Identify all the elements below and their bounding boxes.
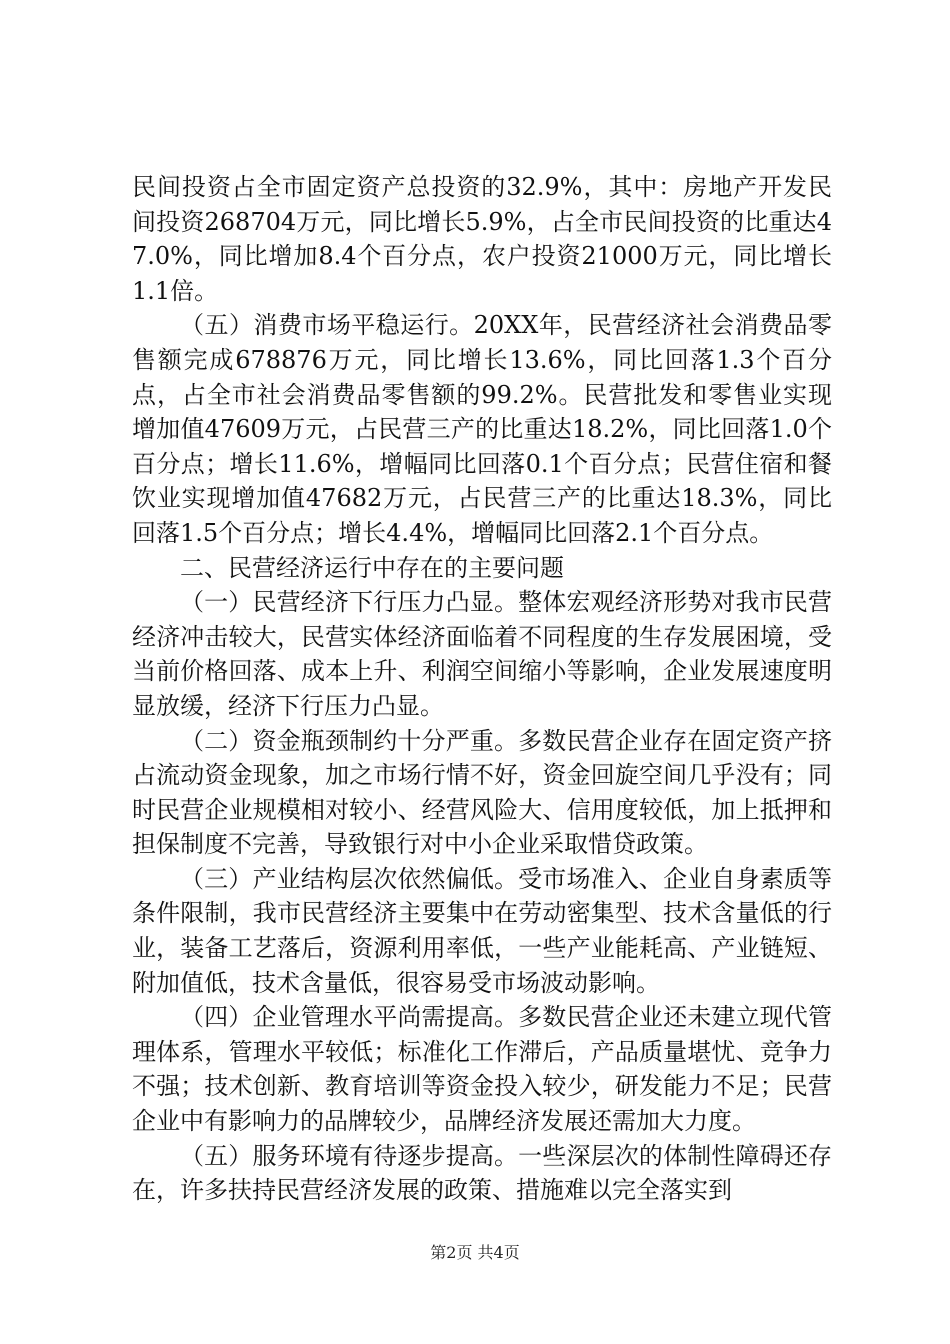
page-number-footer: 第2页 共4页 — [430, 1243, 520, 1262]
paragraph-service-environment: （五）服务环境有待逐步提高。一些深层次的体制性障碍还存在，许多扶持民营经济发展的政策、措施难以完全落实到 — [132, 1141, 832, 1205]
paragraph-industrial-structure: （三）产业结构层次依然偏低。受市场准入、企业自身素质等条件限制，我市民营经济主要集中在劳动密集型、技术含量低的行业，装备工艺落后，资源利用率低，一些产业能耗高、产业链短、附加值低，技术含量低，很容易受市场波动影响。 — [132, 864, 832, 997]
paragraph-management-level: （四）企业管理水平尚需提高。多数民营企业还未建立现代管理体系，管理水平较低；标准化工作滞后，产品质量堪忧、竞争力不强；技术创新、教育培训等资金投入较少，研发能力不足；民营企业中有影响力的品牌较少，品牌经济发展还需加大力度。 — [132, 1003, 832, 1136]
paragraph-consumer-market: （五）消费市场平稳运行。20XX年，民营经济社会消费品零售额完成678876万元，同比增长13.6%，同比回落1.3个百分点，占全市社会消费品零售额的99.2%。民营批发和零售业实现增加值47609万元，占民营三产的比重达18.2%，同比回落1.0个百分点；增长11.6%，增幅同比回落0.1个百分点；民营住宿和餐饮业实现增加值47682万元，占民营三产的比重达18.3%，同比回落1.5个百分点；增长4.4%，增幅同比回落2.1个百分点。 — [132, 311, 832, 547]
section-heading-main-problems: 二、民营经济运行中存在的主要问题 — [180, 553, 564, 582]
paragraph-funding-bottleneck: （二）资金瓶颈制约十分严重。多数民营企业存在固定资产挤占流动资金现象，加之市场行情不好，资金回旋空间几乎没有；同时民营企业规模相对较小、经营风险大、信用度较低，加上抵押和担保制度不完善，导致银行对中小企业采取惜贷政策。 — [132, 726, 832, 859]
paragraph-downward-pressure: （一）民营经济下行压力凸显。整体宏观经济形势对我市民营经济冲击较大，民营实体经济面临着不同程度的生存发展困境，受当前价格回落、成本上升、利润空间缩小等影响，企业发展速度明显放缓，经济下行压力凸显。 — [132, 588, 832, 720]
paragraph-private-investment: 民间投资占全市固定资产总投资的32.9%，其中：房地产开发民间投资268704万元，同比增长5.9%，占全市民间投资的比重达47.0%，同比增加8.4个百分点，农户投资21000万元，同比增长1.1倍。 — [132, 173, 832, 305]
document-body — [132, 170, 832, 1208]
